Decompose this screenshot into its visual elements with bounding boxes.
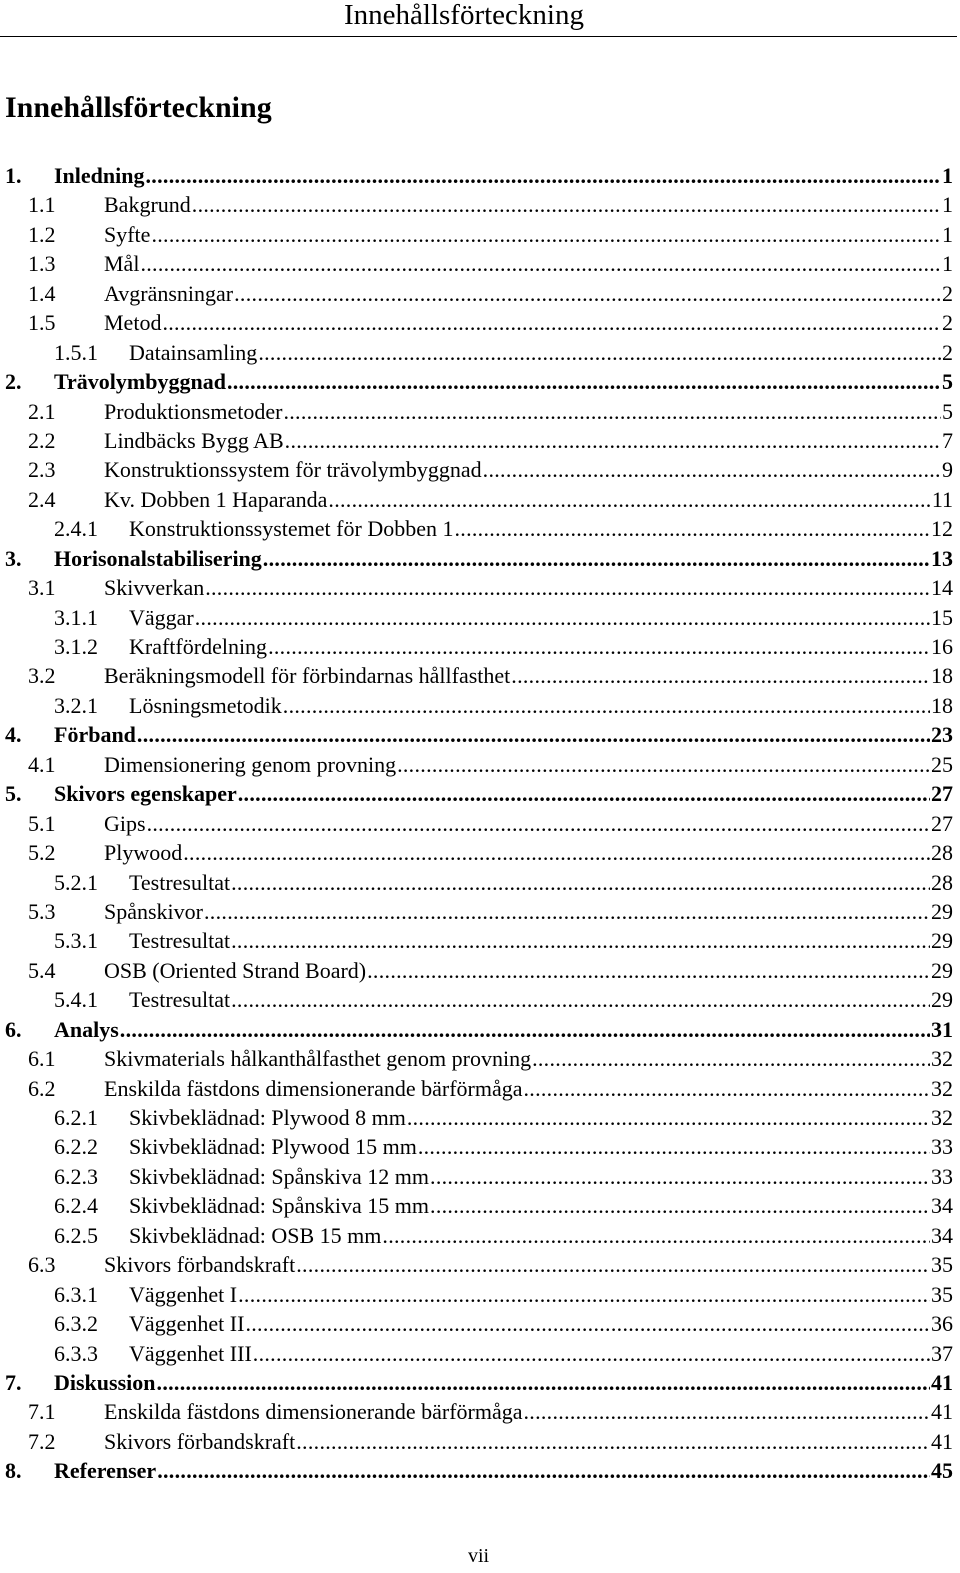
toc-entry[interactable] xyxy=(5,279,953,308)
toc-entry-title[interactable]: Kraftfördelning xyxy=(129,634,268,659)
toc-entry-title[interactable]: Skivbeklädnad: Spånskiva 15 mm xyxy=(129,1193,430,1219)
toc-entry-number: 1.4 xyxy=(28,280,56,306)
toc-entry-number: 1.2 xyxy=(28,221,56,247)
toc-entry[interactable] xyxy=(5,985,953,1014)
toc-dot-leader xyxy=(238,779,930,808)
toc-entry[interactable] xyxy=(5,603,953,632)
toc-entry[interactable] xyxy=(5,956,953,985)
toc-entry[interactable] xyxy=(5,544,953,573)
toc-entry-page[interactable]: 31 xyxy=(931,1016,953,1042)
toc-entry-page[interactable]: 33 xyxy=(931,1163,953,1189)
toc-entry-title[interactable]: Skivors förbandskraft xyxy=(104,1428,296,1454)
toc-dot-leader xyxy=(511,661,930,690)
toc-entry-number: 1.5.1 xyxy=(54,339,98,365)
toc-entry-title[interactable]: OSB (Oriented Strand Board) xyxy=(104,957,367,983)
toc-entry[interactable] xyxy=(5,1191,953,1220)
toc-entry-number: 3.2.1 xyxy=(54,692,98,718)
toc-entry-number: 6.2 xyxy=(28,1075,56,1101)
toc-entry-line xyxy=(54,367,953,396)
toc-dot-leader xyxy=(245,1309,930,1338)
toc-entry-line xyxy=(104,1074,953,1103)
toc-entry[interactable] xyxy=(5,1368,953,1397)
toc-entry-page[interactable]: 27 xyxy=(931,781,953,807)
toc-dot-leader xyxy=(238,1280,930,1309)
toc-entry-line xyxy=(54,161,953,190)
toc-entry-number: 6.2.3 xyxy=(54,1163,98,1189)
toc-entry[interactable] xyxy=(5,661,953,690)
toc-dot-leader xyxy=(204,897,930,926)
toc-entry-page[interactable]: 41 xyxy=(931,1399,953,1425)
toc-entry-title[interactable]: Väggar xyxy=(129,604,194,630)
toc-entry[interactable] xyxy=(5,720,953,749)
toc-entry-line xyxy=(104,1250,953,1279)
toc-entry-page[interactable]: 32 xyxy=(931,1046,953,1072)
toc-entry-title[interactable]: Inledning xyxy=(54,163,145,188)
toc-entry[interactable] xyxy=(5,926,953,955)
toc-entry-page[interactable]: 23 xyxy=(931,722,953,748)
toc-entry-line xyxy=(54,1368,953,1397)
toc-entry-page[interactable]: 29 xyxy=(931,987,953,1013)
toc-entry[interactable] xyxy=(5,1044,953,1073)
toc-entry-title[interactable]: Syfte xyxy=(104,221,151,247)
toc-dot-leader xyxy=(407,1103,930,1132)
toc-entry-number: 4. xyxy=(5,722,22,748)
toc-entry-number: 5.2.1 xyxy=(54,869,98,895)
toc-dot-leader xyxy=(483,455,941,484)
toc-dot-leader xyxy=(367,956,930,985)
toc-entry-number: 1. xyxy=(5,163,22,188)
toc-entry-line xyxy=(54,779,953,808)
toc-entry[interactable] xyxy=(5,455,953,484)
toc-entry-number: 5.4 xyxy=(28,957,56,983)
toc-entry[interactable] xyxy=(5,1221,953,1250)
toc-entry-page[interactable]: 32 xyxy=(931,1075,953,1101)
toc-entry-number: 5.1 xyxy=(28,810,56,836)
toc-entry-page[interactable]: 28 xyxy=(931,840,953,866)
toc-entry-title[interactable]: Spånskivor xyxy=(104,898,203,924)
toc-entry-page[interactable]: 1 xyxy=(942,163,953,188)
toc-dot-leader xyxy=(328,485,930,514)
toc-entry[interactable] xyxy=(5,750,953,779)
toc-entry-title[interactable]: Konstruktionssystem för trävolymbyggnad xyxy=(104,457,482,483)
toc-entry-title[interactable]: Skivbeklädnad: Plywood 15 mm xyxy=(129,1134,417,1160)
toc-entry-page[interactable]: 14 xyxy=(931,575,953,601)
toc-entry-page[interactable]: 2 xyxy=(942,310,953,336)
toc-entry-title[interactable]: Lösningsmetodik xyxy=(129,692,282,718)
toc-dot-leader xyxy=(234,279,941,308)
toc-entry-title[interactable]: Trävolymbyggnad xyxy=(54,369,226,395)
toc-entry-page[interactable]: 27 xyxy=(931,810,953,836)
toc-entry-title[interactable]: Horisonalstabilisering xyxy=(54,545,262,571)
toc-entry-page[interactable]: 11 xyxy=(931,486,953,512)
page-number: vii xyxy=(467,1545,490,1567)
toc-entry-line xyxy=(104,809,953,838)
toc-entry-title[interactable]: Beräkningsmodell för förbindarnas hållfasthet xyxy=(104,663,511,689)
toc-entry[interactable] xyxy=(5,514,953,543)
toc-dot-leader xyxy=(227,367,941,396)
toc-entry-number: 6.2.5 xyxy=(54,1222,98,1248)
toc-entry-line xyxy=(54,720,953,749)
toc-entry-page[interactable]: 34 xyxy=(931,1222,953,1248)
toc-entry-page[interactable]: 16 xyxy=(931,634,953,659)
toc-dot-leader xyxy=(430,1191,930,1220)
toc-entry-line xyxy=(104,1044,953,1073)
toc-dot-leader xyxy=(523,1397,930,1426)
toc-entry-line xyxy=(104,279,953,308)
toc-entry-number: 5.3.1 xyxy=(54,928,98,954)
toc-entry[interactable] xyxy=(5,838,953,867)
toc-entry-line xyxy=(129,868,953,897)
toc-entry-number: 8. xyxy=(5,1458,22,1484)
toc-entry-number: 1.3 xyxy=(28,251,56,277)
toc-entry-number: 2.2 xyxy=(28,427,56,453)
toc-entry-title[interactable]: Konstruktionssystemet för Dobben 1 xyxy=(129,516,454,542)
toc-entry-title[interactable]: Bakgrund xyxy=(104,192,191,218)
toc-entry-page[interactable]: 13 xyxy=(931,545,953,571)
toc-entry-number: 6.2.1 xyxy=(54,1105,98,1130)
toc-entry-number: 2.4 xyxy=(28,486,56,512)
toc-entry[interactable] xyxy=(5,397,953,426)
toc-entry-line xyxy=(129,1221,953,1250)
toc-entry-title[interactable]: Metod xyxy=(104,310,162,336)
toc-entry-line xyxy=(104,485,953,514)
toc-entry[interactable] xyxy=(5,1280,953,1309)
page-title: Innehållsförteckning xyxy=(5,91,272,124)
toc-entry-number: 7. xyxy=(5,1369,22,1395)
toc-entry[interactable] xyxy=(5,190,953,219)
toc-entry-title[interactable]: Gips xyxy=(104,810,146,836)
toc-dot-leader xyxy=(205,573,930,602)
toc-dot-leader xyxy=(192,190,941,219)
toc-entry-number: 5.4.1 xyxy=(54,987,98,1013)
running-header xyxy=(0,0,957,37)
toc-entry-line xyxy=(129,1309,953,1338)
toc-entry-number: 3.1 xyxy=(28,575,56,601)
toc-entry-page[interactable]: 37 xyxy=(931,1340,953,1366)
toc-dot-leader xyxy=(195,603,930,632)
toc-entry-number: 2. xyxy=(5,369,22,395)
toc-entry[interactable] xyxy=(5,809,953,838)
toc-entry-number: 6.3.1 xyxy=(54,1281,98,1307)
toc-entry-line xyxy=(129,691,953,720)
toc-entry-page[interactable]: 36 xyxy=(931,1311,953,1337)
toc-entry[interactable] xyxy=(5,1103,953,1132)
toc-entry-title[interactable]: Referenser xyxy=(54,1458,157,1484)
toc-entry-title[interactable]: Produktionsmetoder xyxy=(104,398,283,424)
toc-dot-leader xyxy=(231,868,930,897)
toc-entry[interactable] xyxy=(5,632,953,661)
toc-entry-title[interactable]: Mål xyxy=(104,251,140,277)
toc-entry-page[interactable]: 45 xyxy=(931,1458,953,1484)
toc-entry-title[interactable]: Skivmaterials hålkanthålfasthet genom provning xyxy=(104,1046,532,1072)
toc-entry-page[interactable]: 41 xyxy=(931,1369,953,1395)
toc-dot-leader xyxy=(258,338,941,367)
toc-dot-leader xyxy=(147,809,930,838)
toc-entry[interactable] xyxy=(5,1339,953,1368)
toc-entry[interactable] xyxy=(5,1456,953,1485)
toc-entry[interactable] xyxy=(5,485,953,514)
toc-entry-title[interactable]: Skivors förbandskraft xyxy=(104,1252,296,1278)
toc-entry[interactable] xyxy=(5,426,953,455)
toc-entry-line xyxy=(104,220,953,249)
toc-entry-page[interactable]: 29 xyxy=(931,898,953,924)
toc-dot-leader xyxy=(382,1221,930,1250)
toc-entry-line xyxy=(129,632,953,661)
toc-entry-line xyxy=(104,397,953,426)
toc-entry-page[interactable]: 1 xyxy=(942,221,953,247)
toc-entry-title[interactable]: Kv. Dobben 1 Haparanda xyxy=(104,486,328,512)
toc-dot-leader xyxy=(283,691,930,720)
toc-entry[interactable] xyxy=(5,1309,953,1338)
toc-entry-line xyxy=(129,1162,953,1191)
toc-entry[interactable] xyxy=(5,1162,953,1191)
toc-entry[interactable] xyxy=(5,779,953,808)
toc-entry-number: 6. xyxy=(5,1016,22,1042)
toc-entry-line xyxy=(104,1397,953,1426)
toc-entry-line xyxy=(129,926,953,955)
toc-entry-number: 5.3 xyxy=(28,898,56,924)
toc-entry-number: 5. xyxy=(5,781,22,807)
toc-entry[interactable] xyxy=(5,1250,953,1279)
toc-entry-number: 6.2.4 xyxy=(54,1193,98,1219)
toc-entry-line xyxy=(104,750,953,779)
toc-dot-leader xyxy=(268,632,930,661)
toc-dot-leader xyxy=(263,544,930,573)
toc-entry-line xyxy=(129,1191,953,1220)
toc-entry[interactable] xyxy=(5,691,953,720)
toc-entry-title[interactable]: Förband xyxy=(54,722,136,748)
toc-entry-line xyxy=(129,338,953,367)
running-header-title: Innehållsförteckning xyxy=(344,0,584,31)
toc-entry[interactable] xyxy=(5,1132,953,1161)
toc-entry-line xyxy=(129,514,953,543)
toc-entry-line xyxy=(104,956,953,985)
toc-entry-number: 7.2 xyxy=(28,1428,56,1454)
toc-dot-leader xyxy=(523,1074,930,1103)
toc-dot-leader xyxy=(231,926,930,955)
toc-dot-leader xyxy=(120,1015,930,1044)
toc-entry-line xyxy=(104,190,953,219)
toc-dot-leader xyxy=(454,514,930,543)
toc-entry-number: 3.1.2 xyxy=(54,634,98,659)
toc-entry-title[interactable]: Analys xyxy=(54,1016,119,1042)
toc-entry-page[interactable]: 35 xyxy=(931,1281,953,1307)
toc-entry-line xyxy=(129,985,953,1014)
toc-entry-number: 6.1 xyxy=(28,1046,56,1072)
toc-entry[interactable] xyxy=(5,897,953,926)
toc-entry[interactable] xyxy=(5,1074,953,1103)
toc-dot-leader xyxy=(397,750,930,779)
toc-entry-number: 1.5 xyxy=(28,310,56,336)
toc-entry-number: 6.2.2 xyxy=(54,1134,98,1160)
toc-entry-number: 3.1.1 xyxy=(54,604,98,630)
toc-dot-leader xyxy=(285,426,941,455)
toc-entry-title[interactable]: Skivverkan xyxy=(104,575,205,601)
toc-entry-page[interactable]: 32 xyxy=(931,1105,953,1130)
toc-entry[interactable] xyxy=(5,573,953,602)
toc-entry-line xyxy=(129,1103,953,1132)
toc-dot-leader xyxy=(183,838,930,867)
toc-dot-leader xyxy=(418,1132,930,1161)
toc-entry-line xyxy=(129,1132,953,1161)
toc-entry-line xyxy=(54,1456,953,1485)
toc-entry-title[interactable]: Testresultat xyxy=(129,928,231,954)
toc-entry-number: 6.3 xyxy=(28,1252,56,1278)
toc-entry[interactable] xyxy=(5,220,953,249)
toc-entry-line xyxy=(104,426,953,455)
toc-dot-leader xyxy=(140,249,941,278)
toc-entry-title[interactable]: Plywood xyxy=(104,840,183,866)
toc-entry-line xyxy=(54,544,953,573)
toc-entry[interactable] xyxy=(5,868,953,897)
toc-entry-line xyxy=(104,661,953,690)
toc-entry-number: 4.1 xyxy=(28,751,56,777)
toc-entry-page[interactable]: 7 xyxy=(942,427,953,453)
toc-entry-number: 2.4.1 xyxy=(54,516,98,542)
toc-entry-page[interactable]: 18 xyxy=(931,692,953,718)
toc-entry-line xyxy=(104,897,953,926)
toc-dot-leader xyxy=(283,397,941,426)
toc-entry-page[interactable]: 15 xyxy=(931,604,953,630)
toc-entry-title[interactable]: Väggenhet I xyxy=(129,1281,238,1307)
toc-entry-title[interactable]: Lindbäcks Bygg AB xyxy=(104,427,284,453)
toc-entry-title[interactable]: Testresultat xyxy=(129,869,231,895)
toc-entry-page[interactable]: 29 xyxy=(931,928,953,954)
toc-entry-page[interactable]: 5 xyxy=(942,369,953,395)
toc-entry-number: 2.3 xyxy=(28,457,56,483)
toc-entry-line xyxy=(129,1280,953,1309)
toc-entry-line xyxy=(104,455,953,484)
toc-entry-page[interactable]: 33 xyxy=(931,1134,953,1160)
toc-entry-page[interactable]: 5 xyxy=(942,398,953,424)
toc-entry-number: 6.3.2 xyxy=(54,1311,98,1337)
toc-entry-number: 5.2 xyxy=(28,840,56,866)
toc-entry-page[interactable]: 34 xyxy=(931,1193,953,1219)
toc-entry-title[interactable]: Väggenhet II xyxy=(129,1311,245,1337)
toc-entry-number: 6.3.3 xyxy=(54,1340,98,1366)
toc-entry-title[interactable]: Skivbeklädnad: Plywood 8 mm xyxy=(129,1105,406,1130)
toc-entry-line xyxy=(104,573,953,602)
toc-entry[interactable] xyxy=(5,249,953,278)
toc-entry-page[interactable]: 12 xyxy=(931,516,953,542)
toc-entry-number: 1.1 xyxy=(28,192,56,218)
toc-dot-leader xyxy=(162,308,941,337)
toc-dot-leader xyxy=(157,1456,930,1485)
toc-entry-title[interactable]: Skivbeklädnad: Spånskiva 12 mm xyxy=(129,1163,430,1189)
toc-entry-page[interactable]: 9 xyxy=(942,457,953,483)
toc-dot-leader xyxy=(146,161,942,190)
toc-entry-page[interactable]: 1 xyxy=(942,192,953,218)
toc-dot-leader xyxy=(296,1427,930,1456)
toc-dot-leader xyxy=(296,1250,930,1279)
toc-entry-page[interactable]: 28 xyxy=(931,869,953,895)
toc-dot-leader xyxy=(231,985,930,1014)
toc-entry[interactable] xyxy=(5,1015,953,1044)
toc-entry-line xyxy=(104,249,953,278)
toc-entry-title[interactable]: Väggenhet III xyxy=(129,1340,252,1366)
toc-entry-line xyxy=(104,308,953,337)
toc-entry-line xyxy=(54,1015,953,1044)
toc-entry-number: 3.2 xyxy=(28,663,56,689)
toc-entry[interactable] xyxy=(5,338,953,367)
toc-entry-page[interactable]: 35 xyxy=(931,1252,953,1278)
toc-entry-page[interactable]: 29 xyxy=(931,957,953,983)
toc-entry-title[interactable]: Skivbeklädnad: OSB 15 mm xyxy=(129,1222,382,1248)
toc-entry-line xyxy=(129,1339,953,1368)
toc-entry-page[interactable]: 1 xyxy=(942,251,953,277)
toc-entry[interactable] xyxy=(5,308,953,337)
toc-dot-leader xyxy=(532,1044,930,1073)
toc-entry-page[interactable]: 25 xyxy=(931,751,953,777)
toc-dot-leader xyxy=(157,1368,930,1397)
toc-dot-leader xyxy=(137,720,930,749)
toc-entry-title[interactable]: Enskilda fästdons dimensionerande bärförmåga xyxy=(104,1075,523,1101)
toc-entry-number: 3. xyxy=(5,545,22,571)
toc-entry[interactable] xyxy=(5,161,953,190)
toc-entry[interactable] xyxy=(5,367,953,396)
toc-entry-title[interactable]: Dimensionering genom provning xyxy=(104,751,397,777)
toc-entry-line xyxy=(104,1427,953,1456)
toc-entry-page[interactable]: 41 xyxy=(931,1428,953,1454)
toc-entry[interactable] xyxy=(5,1397,953,1426)
toc-entry-title[interactable]: Skivors egenskaper xyxy=(54,781,237,807)
toc-entry[interactable] xyxy=(5,1427,953,1456)
toc-entry-page[interactable]: 2 xyxy=(942,339,953,365)
toc-entry-number: 2.1 xyxy=(28,398,56,424)
toc-entry-title[interactable]: Diskussion xyxy=(54,1369,156,1395)
toc-entry-number: 7.1 xyxy=(28,1399,56,1425)
toc-entry-title[interactable]: Datainsamling xyxy=(129,339,258,365)
toc-entry-line xyxy=(104,838,953,867)
toc-entry-title[interactable]: Testresultat xyxy=(129,987,231,1013)
toc-entry-page[interactable]: 18 xyxy=(931,663,953,689)
toc-entry-line xyxy=(129,603,953,632)
table-of-contents xyxy=(5,161,953,1486)
toc-entry-page[interactable]: 2 xyxy=(942,280,953,306)
toc-entry-title[interactable]: Avgränsningar xyxy=(104,280,234,306)
toc-entry-title[interactable]: Enskilda fästdons dimensionerande bärförmåga xyxy=(104,1399,523,1425)
toc-dot-leader xyxy=(151,220,941,249)
toc-dot-leader xyxy=(253,1339,930,1368)
toc-dot-leader xyxy=(430,1162,930,1191)
